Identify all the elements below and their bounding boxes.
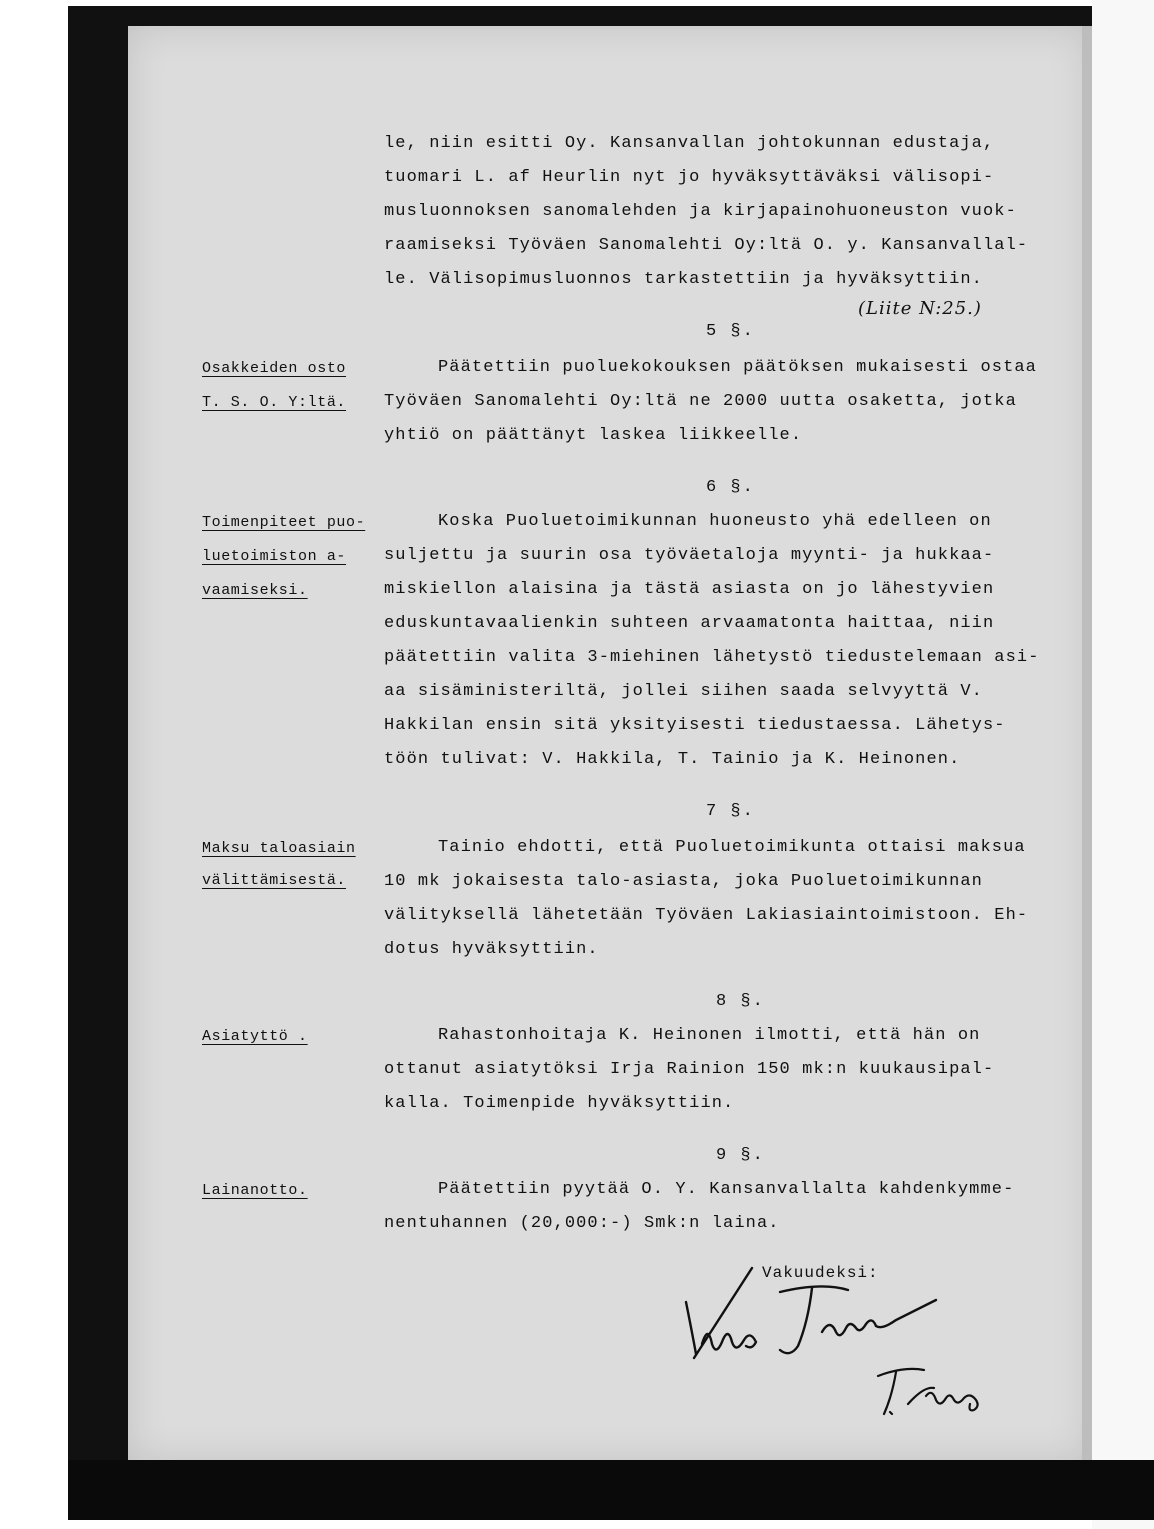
text-line: Päätettiin pyytää O. Y. Kansanvallalta kahdenkymme- xyxy=(438,1180,1015,1199)
attestation-label: Vakuudeksi: xyxy=(762,1264,879,1282)
text-line: nentuhannen (20,000:-) Smk:n laina. xyxy=(384,1214,780,1233)
text-line: Työväen Sanomalehti Oy:ltä ne 2000 uutta osaketta, jotka xyxy=(384,392,1017,411)
text-line: suljettu ja suurin osa työväetaloja myynti- ja hukkaa- xyxy=(384,546,995,565)
text-line: töön tulivat: V. Hakkila, T. Tainio ja K. Heinonen. xyxy=(384,750,961,769)
section-number: 7 §. xyxy=(706,802,755,821)
text-line: raamiseksi Työväen Sanomalehti Oy:ltä O. y. Kansanvallal- xyxy=(384,236,1029,255)
signature-tainio xyxy=(864,1356,1014,1426)
text-line: aa sisäministeriltä, jollei siihen saada selvyyttä V. xyxy=(384,682,983,701)
text-line: dotus hyväksyttiin. xyxy=(384,940,599,959)
text-line: miskiellon alaisina ja tästä asiasta on jo lähestyvien xyxy=(384,580,995,599)
margin-heading: välittämisestä. xyxy=(202,872,347,889)
text-line: Koska Puoluetoimikunnan huoneusto yhä edelleen on xyxy=(438,512,992,531)
appendix-reference: (Liite N:25.) xyxy=(858,298,982,319)
scan-border-top xyxy=(68,6,1098,28)
text-line: Päätettiin puoluekokouksen päätöksen mukaisesti ostaa xyxy=(438,358,1037,377)
scan-border-bottom xyxy=(68,1460,1154,1520)
margin-heading: Asiatyttö . xyxy=(202,1028,308,1045)
text-line: yhtiö on päättänyt laskea liikkeelle. xyxy=(384,426,803,445)
text-line: 10 mk jokaisesta talo-asiasta, joka Puoluetoimikunnan xyxy=(384,872,983,891)
margin-heading: Toimenpiteet puo- xyxy=(202,514,366,531)
text-line: Hakkilan ensin sitä yksityisesti tiedustaessa. Lähetys- xyxy=(384,716,1006,735)
margin-heading: T. S. O. Y:ltä. xyxy=(202,394,347,411)
text-line: kalla. Toimenpide hyväksyttiin. xyxy=(384,1094,735,1113)
text-line: välityksellä lähetetään Työväen Lakiasiaintoimistoon. Eh- xyxy=(384,906,1029,925)
scan-border-left xyxy=(68,10,130,1520)
section-number: 8 §. xyxy=(716,992,765,1011)
text-line: Tainio ehdotti, että Puoluetoimikunta ottaisi maksua xyxy=(438,838,1026,857)
text-line: ottanut asiatytöksi Irja Rainion 150 mk:n kuukausipal- xyxy=(384,1060,995,1079)
page-edge xyxy=(1082,26,1092,1462)
margin-heading: Lainanotto. xyxy=(202,1182,308,1199)
section-number: 5 §. xyxy=(706,322,755,341)
text-line: eduskuntavaalienkin suhteen arvaamatonta haittaa, niin xyxy=(384,614,995,633)
scan-margin-right xyxy=(1092,0,1154,1529)
text-line: musluonnoksen sanomalehden ja kirjapainohuoneuston vuok- xyxy=(384,202,1017,221)
text-line: päätettiin valita 3-miehinen lähetystö tiedustelemaan asi- xyxy=(384,648,1040,667)
text-line: le. Välisopimusluonnos tarkastettiin ja hyväksyttiin. xyxy=(384,270,983,289)
section-number: 6 §. xyxy=(706,478,755,497)
margin-heading: Maksu taloasiain xyxy=(202,840,356,857)
margin-heading: Osakkeiden osto xyxy=(202,360,347,377)
text-line: Rahastonhoitaja K. Heinonen ilmotti, että hän on xyxy=(438,1026,981,1045)
margin-heading: vaamiseksi. xyxy=(202,582,308,599)
text-line: tuomari L. af Heurlin nyt jo hyväksyttäväksi välisopi- xyxy=(384,168,995,187)
section-number: 9 §. xyxy=(716,1146,765,1165)
text-line: le, niin esitti Oy. Kansanvallan johtokunnan edustaja, xyxy=(384,134,995,153)
margin-heading: luetoimiston a- xyxy=(202,548,347,565)
